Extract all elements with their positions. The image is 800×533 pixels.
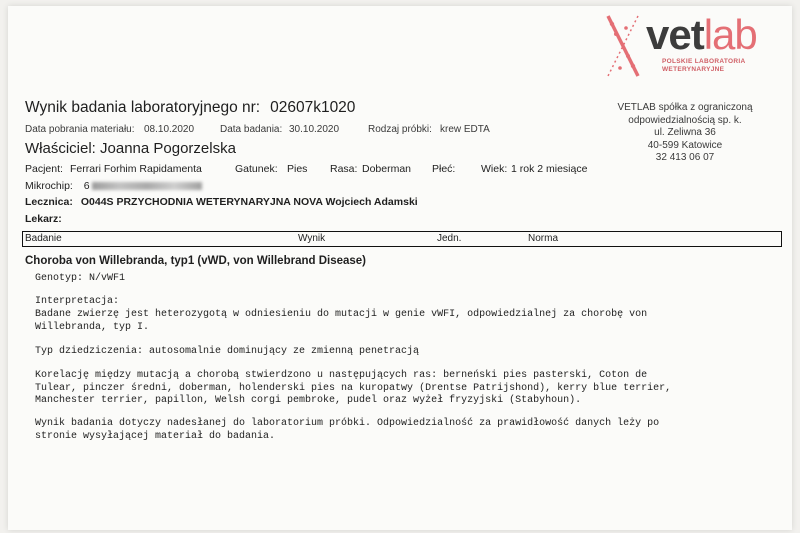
col-test: Badanie bbox=[25, 233, 62, 244]
species: Pies bbox=[287, 163, 308, 175]
genotype: Genotyp: N/vWF1 bbox=[35, 273, 126, 284]
sample-label: Rodzaj próbki: bbox=[368, 124, 432, 135]
clinic: Lecznica: O044S PRZYCHODNIA WETERYNARYJNA NOVA Wojciech Adamski bbox=[25, 196, 418, 208]
microchip-prefix: 6 bbox=[83, 180, 90, 192]
age-label: Wiek: bbox=[481, 163, 508, 175]
correlation-line-2: Tulear, pinczer średni, doberman, holenderski pies na kuropatwy (Drentse Patrijshond), kerry blue terrier, bbox=[35, 382, 672, 394]
interpretation-line-1: Badane zwierzę jest heterozygotą w odniesieniu do mutacji w genie vWFI, odpowiedzialnej za chorobę von bbox=[35, 309, 648, 320]
disclaimer-line-1: Wynik badania dotyczy nadesłanej do laboratorium próbki. Odpowiedzialność za prawidłowość danych leży po bbox=[35, 418, 660, 429]
clinic-name: O044S PRZYCHODNIA WETERYNARYJNA NOVA Wojciech Adamski bbox=[80, 196, 418, 208]
test-date-label: Data badania: bbox=[220, 124, 283, 135]
results-table-header bbox=[22, 231, 782, 247]
interpretation-line-2: Willebranda, typ I. bbox=[35, 322, 150, 333]
vet-label: Lekarz: bbox=[25, 213, 62, 225]
report-title: Wynik badania laboratoryjnego nr: 02607k1020 bbox=[25, 99, 356, 116]
correlation-line-1: Korelację między mutacją a chorobą stwierdzono u następujących ras: berneński pies pasterski, Coton de bbox=[35, 370, 648, 381]
report-paper bbox=[8, 6, 792, 530]
owner: Właściciel: Joanna Pogorzelska bbox=[25, 140, 236, 157]
vetlab-logo bbox=[600, 10, 775, 82]
age: 1 rok 2 miesiące bbox=[511, 163, 588, 175]
col-result: Wynik bbox=[298, 233, 326, 244]
logo-wordmark: vetlab bbox=[646, 11, 757, 58]
test-name: Choroba von Willebranda, typ1 (vWD, von Willebrand Disease) bbox=[25, 255, 367, 267]
inheritance-type: Typ dziedziczenia: autosomalnie dominujący ze zmienną penetracją bbox=[35, 346, 420, 357]
redacted-microchip bbox=[92, 182, 202, 190]
sample-type: krew EDTA bbox=[440, 124, 490, 135]
report-number: 02607k1020 bbox=[270, 99, 356, 116]
patient-name: Ferrari Forhim Rapidamenta bbox=[70, 163, 202, 175]
test-date: 30.10.2020 bbox=[289, 124, 340, 135]
species-label: Gatunek: bbox=[235, 163, 278, 175]
dna-x-icon bbox=[600, 10, 650, 82]
disclaimer-line-2: stronie wysyłającej materiał do badania. bbox=[35, 431, 276, 442]
breed: Doberman bbox=[362, 163, 412, 175]
company-info: VETLAB spółka z ograniczoną odpowiedzialnością sp. k. ul. Zeliwna 36 40-599 Katowice 32 413 06 07 bbox=[617, 102, 753, 164]
collection-date-label: Data pobrania materiału: bbox=[25, 124, 135, 135]
logo-subtitle: POLSKIE LABORATORIA WETERYNARYJNE bbox=[662, 58, 746, 73]
owner-name: Joanna Pogorzelska bbox=[100, 140, 236, 157]
correlation-line-3: Manchester terrier, papillon, Welsh corgi pembroke, pudel oraz wyżeł fryzyjski (Stabyhoun). bbox=[35, 395, 582, 406]
collection-date: 08.10.2020 bbox=[144, 124, 195, 135]
col-norm: Norma bbox=[528, 233, 559, 244]
sex-label: Płeć: bbox=[432, 163, 456, 175]
breed-label: Rasa: bbox=[330, 163, 358, 175]
patient-label: Pacjent: bbox=[25, 163, 63, 175]
col-unit: Jedn. bbox=[437, 233, 462, 244]
microchip: Mikrochip: 6 bbox=[25, 180, 202, 192]
interpretation-label: Interpretacja: bbox=[35, 296, 120, 307]
